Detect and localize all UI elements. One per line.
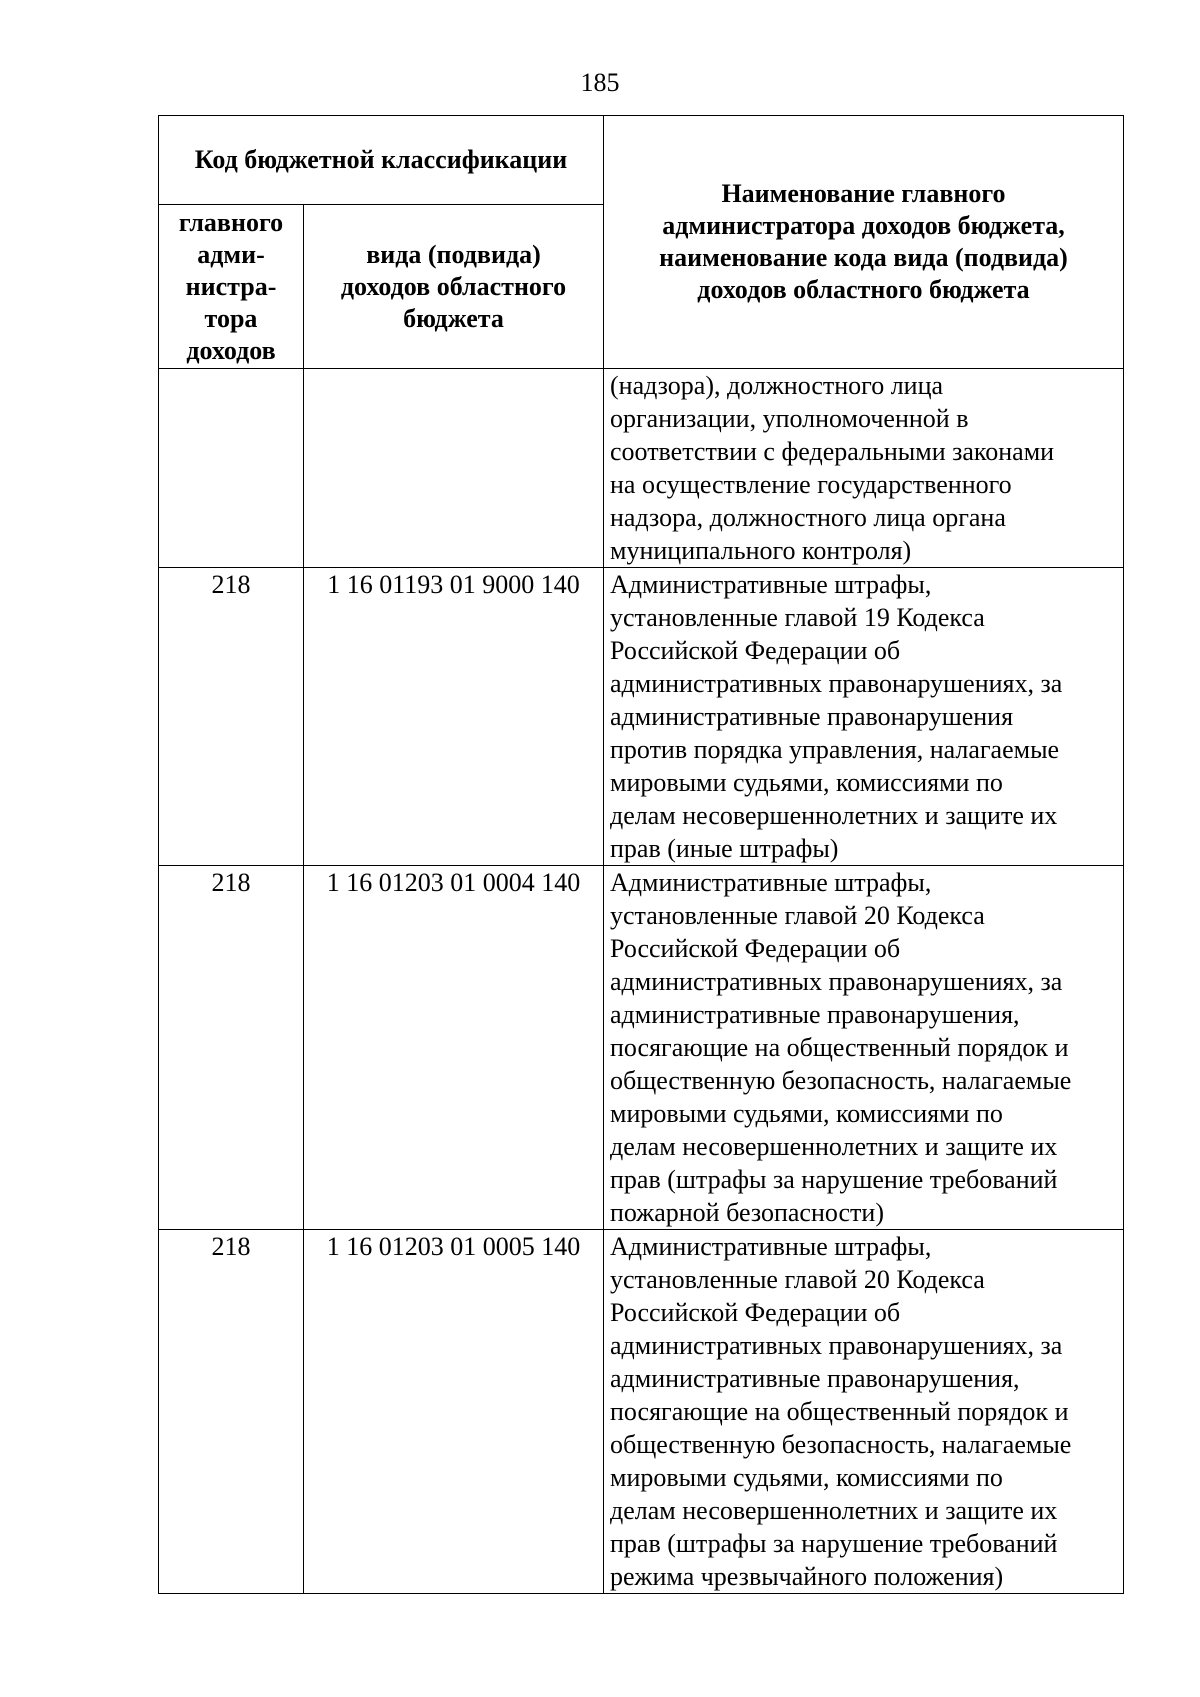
admin-code-cell: 218 [159,1230,304,1594]
header-admin-line: главного [178,207,284,237]
description-line: мировыми судьями, комиссиями по [610,1099,1003,1128]
description-line: Российской Федерации об [610,1298,901,1327]
description-line: посягающие на общественный порядок и [610,1033,1069,1062]
header-budget-code-group: Код бюджетной классификации [159,116,604,205]
table-row [159,1230,1124,1594]
description-line: Административные штрафы, [610,1232,932,1261]
description-line: (надзора), должностного лица [610,371,944,400]
header-code-column [304,205,604,369]
description-line: Российской Федерации об [610,636,901,665]
description-line: на осуществление государственного [610,470,1012,499]
description-line: административных правонарушениях, за [610,967,1063,996]
admin-code-cell: 218 [159,568,304,866]
admin-code-cell [159,369,304,568]
description-line: административные правонарушения, [610,1364,1020,1393]
description-line: прав (штрафы за нарушение требований [610,1529,1058,1558]
income-code-cell: 1 16 01193 01 9000 140 [304,568,604,866]
description-line: муниципального контроля) [610,536,912,565]
description-line: делам несовершеннолетних и защите их [610,1132,1058,1161]
description-line: мировыми судьями, комиссиями по [610,768,1003,797]
header-admin-line: нистра- [185,271,277,301]
header-code-line: вида (подвида) [366,239,541,269]
description-line: пожарной безопасности) [610,1198,884,1227]
income-code-cell: 1 16 01203 01 0004 140 [304,866,604,1230]
income-code-cell [304,369,604,568]
description-line: административные правонарушения, [610,1000,1020,1029]
description-line: мировыми судьями, комиссиями по [610,1463,1003,1492]
header-admin-line: доходов [186,335,276,365]
description-line: прав (иные штрафы) [610,834,839,863]
page-number: 185 [580,68,620,97]
description-line: административных правонарушениях, за [610,669,1063,698]
header-admin-column [159,205,304,369]
header-name-line: Наименование главного [721,179,1006,208]
description-line: против порядка управления, налагаемые [610,735,1060,764]
header-code-line: доходов областного [340,271,567,301]
table-row [159,568,1124,866]
table-header [159,116,1124,369]
description-line: надзора, должностного лица органа [610,503,1006,532]
description-line: административные правонарушения [610,702,1014,731]
income-code-cell: 1 16 01203 01 0005 140 [304,1230,604,1594]
table-row [159,369,1124,568]
description-line: организации, уполномоченной в [610,404,969,433]
description-line: Российской Федерации об [610,934,901,963]
table-row [159,866,1124,1230]
header-admin-line: адми- [197,239,265,269]
description-line: административных правонарушениях, за [610,1331,1063,1360]
description-line: общественную безопасность, налагаемые [610,1066,1072,1095]
admin-code-cell: 218 [159,866,304,1230]
description-line: делам несовершеннолетних и защите их [610,1496,1058,1525]
header-name-line: наименование кода вида (подвида) [659,243,1068,272]
description-line: общественную безопасность, налагаемые [610,1430,1072,1459]
description-line: Административные штрафы, [610,868,932,897]
description-line: установленные главой 20 Кодекса [610,901,985,930]
description-cell [604,866,1124,1230]
description-line: соответствии с федеральными законами [610,437,1055,466]
table-body [159,369,1124,1594]
description-line: Административные штрафы, [610,570,932,599]
description-line: установленные главой 20 Кодекса [610,1265,985,1294]
header-name-line: администратора доходов бюджета, [662,211,1065,240]
budget-classification-table [158,115,1124,1594]
description-line: прав (штрафы за нарушение требований [610,1165,1058,1194]
description-line: установленные главой 19 Кодекса [610,603,985,632]
header-code-line: бюджета [403,303,504,333]
description-cell [604,369,1124,568]
description-cell [604,568,1124,866]
header-name-line: доходов областного бюджета [697,275,1030,304]
description-cell [604,1230,1124,1594]
header-admin-line: тора [204,303,258,333]
description-line: посягающие на общественный порядок и [610,1397,1069,1426]
header-name-column [604,116,1124,369]
description-line: делам несовершеннолетних и защите их [610,801,1058,830]
description-line: режима чрезвычайного положения) [610,1562,1004,1591]
